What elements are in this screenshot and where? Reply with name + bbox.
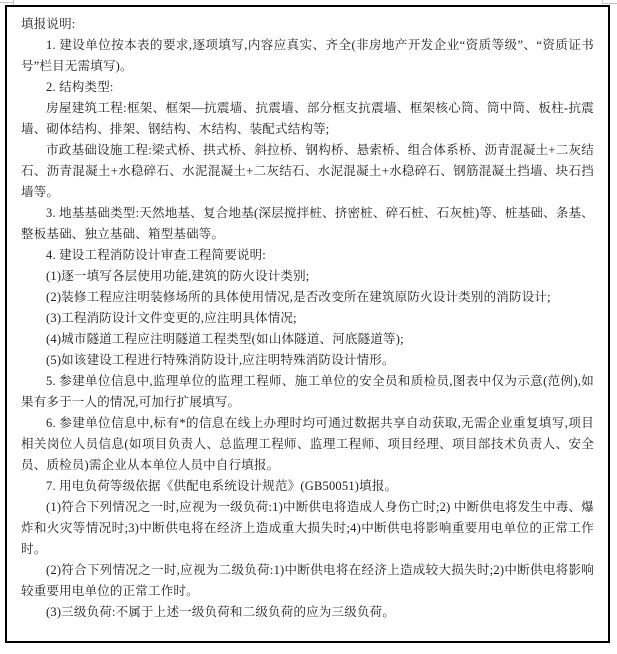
- filling-instructions-box: [5, 5, 610, 643]
- note-item-2-municipal: 市政基础设施工程:梁式桥、拱式桥、斜拉桥、钢构桥、悬索桥、组合体系桥、沥青混凝土+二灰结石、沥青混凝土+水稳碎石、水泥混凝土+二灰结石、水泥混凝土+水稳碎石、钢筋混凝土挡墙、块石挡墙等。: [21, 143, 594, 199]
- table-remnant-line-top-right-horizontal: [602, 3, 617, 4]
- notes-title: 填报说明:: [21, 17, 76, 31]
- note-item-6: 6. 参建单位信息中,标有*的信息在线上办理时均可通过数据共享自动获取,无需企业重复填写,项目相关岗位人员信息(如项目负责人、总监理工程师、监理工程师、项目经理、项目部技术负责人、安全员、质检员)需企业从本单位人员中自行填报。: [21, 416, 594, 472]
- note-item-7-sub-1: (1)符合下列情况之一时,应视为一级负荷:1)中断供电将造成人身伤亡时;2) 中断供电将发生中毒、爆炸和火灾等情况时;3)中断供电将在经济上造成重大损失时;4)中断供电将影响重要用电单位的正常工作时。: [21, 500, 594, 556]
- note-item-4-sub-2: (2)装修工程应注明装修场所的具体使用情况,是否改变所在建筑原防火设计类别的消防设计;: [46, 290, 551, 304]
- note-item-3: 3. 地基基础类型:天然地基、复合地基(深层搅拌桩、挤密桩、碎石桩、石灰桩)等、桩基础、条基、整板基础、独立基础、箱型基础等。: [21, 206, 594, 241]
- note-item-4-sub-1: (1)逐一填写各层使用功能,建筑的防火设计类别;: [46, 269, 310, 283]
- note-item-7-sub-2: (2)符合下列情况之一时,应视为二级负荷:1)中断供电将在经济上造成较大损失时;2)中断供电将影响较重要用电单位的正常工作时。: [21, 563, 594, 598]
- note-item-5: 5. 参建单位信息中,监理单位的监理工程师、施工单位的安全员和质检员,图表中仅为示意(范例),如果有多于一人的情况,可加行扩展填写。: [21, 374, 594, 409]
- note-item-4-sub-3: (3)工程消防设计文件变更的,应注明具体情况;: [46, 311, 297, 325]
- note-item-4-sub-5: (5)如该建设工程进行特殊消防设计,应注明特殊消防设计情形。: [46, 353, 395, 367]
- note-item-2: 2. 结构类型:: [46, 80, 114, 94]
- note-item-7-sub-3: (3)三级负荷:不属于上述一级负荷和二级负荷的应为三级负荷。: [46, 605, 396, 619]
- note-item-2-building: 房屋建筑工程:框架、框架—抗震墙、抗震墙、部分框支抗震墙、框架核心筒、筒中筒、板柱-抗震墙、砌体结构、排架、钢结构、木结构、装配式结构等;: [21, 101, 594, 136]
- note-item-4-sub-4: (4)城市隧道工程应注明隧道工程类型(如山体隧道、河底隧道等);: [46, 332, 404, 346]
- table-remnant-line-top-left-horizontal: [0, 2, 14, 3]
- note-item-7: 7. 用电负荷等级依据《供配电系统设计规范》(GB50051)填报。: [46, 479, 398, 493]
- note-item-1: 1. 建设单位按本表的要求,逐项填写,内容应真实、齐全(非房地产开发企业“资质等级”、“资质证书号”栏目无需填写)。: [21, 38, 594, 73]
- note-item-4: 4. 建设工程消防设计审查工程简要说明:: [46, 248, 266, 262]
